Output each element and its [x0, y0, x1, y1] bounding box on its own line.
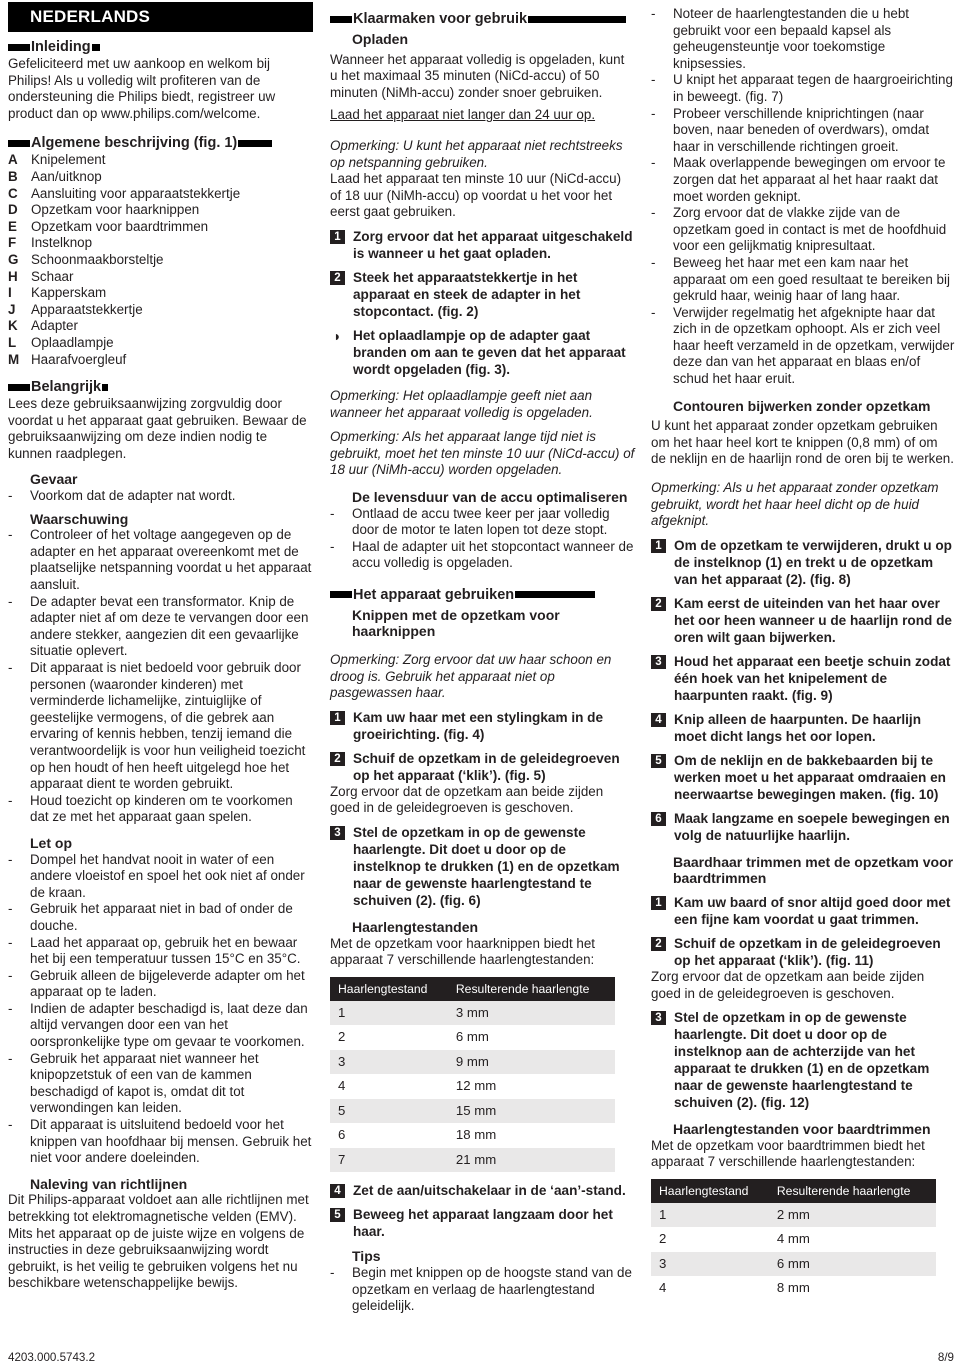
component-letter: E [8, 218, 17, 234]
beard-length-table [651, 1179, 936, 1301]
table-cell: 2 [651, 1227, 769, 1252]
table-header-cell: Haarlengtestand [330, 977, 448, 1001]
charging-text-2: Laad het apparaat ten minste 10 uur (NiCd-accu) of 18 uur (NiMh-accu) op voordat u het voor het eerst gaat gebruiken. [330, 171, 622, 220]
component-item [8, 252, 313, 269]
dash-bullet: - [8, 660, 13, 675]
dash-bullet: - [330, 505, 335, 521]
dash-bullet: - [8, 488, 13, 504]
component-label: Schoonmaakborsteltje [31, 251, 164, 267]
component-letter: M [8, 351, 20, 367]
component-item [8, 352, 313, 369]
component-label: Adapter [31, 318, 78, 334]
step-text: Beweeg het apparaat langzaam door het haar. [353, 1207, 613, 1240]
step-item [651, 935, 956, 969]
table-cell: 1 [651, 1203, 769, 1228]
list-item [8, 935, 313, 968]
component-item [8, 318, 313, 335]
list-item [651, 255, 956, 305]
list-item [8, 968, 313, 1001]
component-letter: B [8, 168, 18, 184]
beard-steps-2 [651, 1009, 956, 1111]
charging-note-2: Opmerking: Het oplaadlampje geeft niet aan wanneer het apparaat volledig is opgeladen. [330, 387, 593, 420]
list-item-text: Beweeg het haar met een kam naar het apparaat om een goed resultaat te bereiken bij gekruld haar, weinig haar of lang haar. [673, 254, 950, 304]
component-label: Aan/uitknop [31, 168, 102, 184]
step-text: Het oplaadlampje op de adapter gaat branden om aan te geven dat het apparaat wordt opgeladen (fig. 3). [353, 327, 626, 377]
dash-bullet: - [651, 254, 656, 270]
component-label: Opzetkam voor baardtrimmen [31, 218, 209, 234]
list-item-text: Probeer verschillende kniprichtingen (naar boven, naar beneden of overdwars), omdat haar in verschillende richtingen groeit. [673, 105, 930, 154]
table-cell: 4 [651, 1276, 769, 1301]
component-letter: L [8, 334, 17, 350]
contours-text: U kunt het apparaat zonder opzetkam gebruiken om het haar heel kort te knippen (0,8 mm) of om de neklijn en de haarlijn rond de oren bij te werken. [651, 418, 954, 467]
list-item [651, 72, 956, 105]
component-label: Aansluiting voor apparaatstekkertje [31, 185, 241, 201]
charging-warning: Laad het apparaat niet langer dan 24 uur op. [330, 107, 596, 123]
language-banner: NEDERLANDS [8, 2, 313, 32]
dash-bullet: - [330, 538, 335, 554]
step-item [330, 709, 635, 743]
step-number: 3 [651, 1011, 666, 1025]
dash-bullet: - [8, 1050, 13, 1066]
list-item-text: Dompel het handvat nooit in water of een andere vloeistof en spoel het ook niet af onder de kraan. [30, 851, 305, 900]
component-label: Apparaatstekkertje [31, 301, 143, 317]
heading-caution: Let op [30, 834, 72, 851]
component-label: Kapperskam [31, 285, 107, 301]
table-row [651, 1227, 936, 1252]
component-letter: G [8, 251, 19, 267]
list-item [330, 1265, 635, 1315]
table-cell: 4 mm [769, 1227, 936, 1252]
cutting-steps-3 [330, 1182, 635, 1240]
component-item [8, 285, 313, 302]
step-number: 3 [651, 655, 666, 669]
list-item [8, 594, 313, 660]
step-number: 4 [651, 713, 666, 727]
dash-bullet: - [8, 901, 13, 917]
component-item [8, 302, 313, 319]
heading-beard-lengths: Haarlengtestanden voor baardtrimmen [673, 1121, 931, 1138]
step-item [651, 537, 956, 588]
danger-list [8, 488, 313, 505]
table-cell: 3 mm [448, 1001, 615, 1026]
step-number: 2 [651, 597, 666, 611]
list-item [330, 539, 635, 572]
list-item-text: Controleer of het voltage aangegeven op de adapter en het apparaat overeenkomt met de plaatselijke netspanning voordat u het apparaat aansluit. [30, 527, 312, 593]
step-item [330, 824, 635, 909]
table-row [330, 1074, 615, 1099]
component-letter: D [8, 202, 18, 218]
step-text: Zorg ervoor dat het apparaat uitgeschakeld is wanneer u het gaat opladen. [353, 228, 633, 261]
charging-text: Wanneer het apparaat volledig is opgeladen, kunt u het maximaal 35 minuten (NiCd-accu) of 50 minuten (NiMh-accu) zonder snoer gebruiken. [330, 51, 625, 100]
component-item [8, 169, 313, 186]
heading-compliance: Naleving van richtlijnen [30, 1175, 188, 1192]
step-text: Kam uw baard of snor altijd goed door met een fijne kam voordat u gaat trimmen. [674, 895, 951, 927]
cutting-text: Zorg ervoor dat de opzetkam aan beide zijden goed in de geleidegroeven is geschoven. [330, 783, 604, 816]
cutting-note: Opmerking: Zorg ervoor dat uw haar schoon en droog is. Gebruik het apparaat niet op pasgewassen haar. [330, 652, 612, 701]
list-item [8, 793, 313, 826]
charging-steps [330, 228, 635, 378]
heading-contours: Contouren bijwerken zonder opzetkam [673, 397, 931, 414]
heading-charging: Opladen [352, 31, 409, 47]
table-row [651, 1203, 936, 1228]
table-row [651, 1276, 936, 1301]
dash-bullet: - [8, 527, 13, 543]
step-item [330, 1206, 635, 1240]
step-item [330, 327, 635, 378]
list-item [8, 1001, 313, 1051]
table-cell: 4 [330, 1074, 448, 1099]
step-text: Kam eerst de uiteinden van het haar over het oor heen wanneer u de haarlijn rond de oren wilt gaan bijwerken. [674, 595, 952, 645]
page-number: 8/9 [937, 1351, 954, 1364]
step-text: Kam uw haar met een stylingkam in de groeirichting. (fig. 4) [353, 709, 604, 742]
step-item [651, 894, 956, 928]
list-item-text: Voorkom dat de adapter nat wordt. [30, 488, 236, 504]
dash-bullet: - [651, 6, 656, 21]
table-row [330, 1148, 615, 1173]
table-header-cell: Resulterende haarlengte [769, 1179, 936, 1203]
component-label: Haarafvoergleuf [31, 351, 127, 367]
step-number: 4 [330, 1184, 345, 1198]
step-item [330, 228, 635, 262]
dash-bullet: - [8, 1117, 13, 1133]
dash-bullet: - [8, 1000, 13, 1016]
dash-bullet: - [651, 155, 656, 171]
table-cell: 7 [330, 1148, 448, 1173]
intro-text: Gefeliciteerd met uw aankoop en welkom bij Philips! Als u volledig wilt profiteren van de ondersteuning die Philips biedt, registreer uw product dan op www.philips.com/welcome. [8, 56, 276, 121]
step-number: 5 [330, 1208, 345, 1222]
table-cell: 2 [330, 1025, 448, 1050]
component-label: Opzetkam voor haarknippen [31, 202, 200, 218]
list-item [8, 527, 313, 593]
list-item [651, 305, 956, 388]
table-header-row [651, 1179, 936, 1203]
step-number: ◗ [333, 327, 342, 344]
list-item-text: Verwijder regelmatig het afgeknipte haar dat zich in de opzetkam ophoopt. Als er zich veel haar heeft verzameld in de opzetkam, verwijder deze dan van het apparaat en blaas en/of schud het haar eruit. [673, 304, 955, 387]
step-text: Knip alleen de haarpunten. De haarlijn moet dicht langs het oor lopen. [674, 711, 922, 744]
heading-cutting: Knippen met de opzetkam voor haarknippen [352, 606, 560, 640]
table-cell: 5 [330, 1099, 448, 1124]
dash-bullet: - [651, 105, 656, 121]
heading-warning: Waarschuwing [30, 510, 129, 527]
list-item-text: De adapter bevat een transformator. Knip de adapter niet af om deze te vervangen door een andere stekker, aangezien dit een gevaarlijke situatie oplevert. [30, 593, 309, 659]
contours-note: Opmerking: Als u het apparaat zonder opzetkam gebruikt, wordt het haar heel dicht op de huid afgeknipt. [651, 480, 939, 529]
step-number: 1 [651, 539, 666, 553]
component-letter: K [8, 318, 18, 334]
step-item [651, 1009, 956, 1111]
section-heading-description: Algemene beschrijving (fig. 1) [8, 134, 313, 152]
component-item [8, 335, 313, 352]
step-number: 2 [330, 271, 345, 285]
list-item [8, 901, 313, 934]
list-item [8, 1051, 313, 1117]
step-text: Schuif de opzetkam in de geleidegroeven op het apparaat (‘klik’). (fig. 5) [353, 750, 620, 783]
section-heading-use: Het apparaat gebruiken [330, 586, 635, 604]
component-letter: J [8, 301, 16, 317]
table-cell: 6 mm [769, 1252, 936, 1277]
step-text: Stel de opzetkam in op de gewenste haarlengte. Dit doet u door op de instelknop te drukken (1) en de opzetkam naar de gewenste haarlengtestand te schuiven (2). (fig. 6) [353, 825, 620, 909]
table-row [330, 1050, 615, 1075]
heading-hair-lengths: Haarlengtestanden [352, 919, 479, 936]
step-number: 3 [330, 826, 345, 840]
step-number: 5 [651, 754, 666, 768]
component-letter: A [8, 152, 18, 168]
step-item [651, 595, 956, 646]
heading-tips: Tips [352, 1248, 381, 1265]
list-item [651, 205, 956, 255]
document-code: 4203.000.5743.2 [8, 1351, 96, 1364]
list-item-text: U knipt het apparaat tegen de haargroeirichting in beweegt. (fig. 7) [673, 72, 953, 104]
step-text: Houd het apparaat een beetje schuin zodat één hoek van het knipelement de haarpunten raakt. (fig. 9) [674, 653, 951, 703]
step-number: 1 [330, 230, 345, 244]
table-cell: 6 mm [448, 1025, 615, 1050]
component-label: Oplaadlampje [31, 334, 114, 350]
table-cell: 2 mm [769, 1203, 936, 1228]
dash-bullet: - [8, 934, 13, 950]
table-row [330, 1025, 615, 1050]
table-header-cell: Resulterende haarlengte [448, 977, 615, 1001]
table-header-row [330, 977, 615, 1001]
step-item [651, 810, 956, 844]
dash-bullet: - [651, 72, 656, 88]
step-number: 2 [651, 937, 666, 951]
component-label: Instelknop [31, 235, 93, 251]
table-cell: 6 [330, 1123, 448, 1148]
component-item [8, 269, 313, 286]
component-letter: H [8, 268, 18, 284]
heading-beard: Baardhaar trimmen met de opzetkam voor baardtrimmen [673, 853, 954, 887]
list-item-text: Indien de adapter beschadigd is, laat deze dan altijd vervangen door een van het oorspronkelijke type om gevaar te voorkomen. [30, 1000, 308, 1050]
section-heading-intro: Inleiding [8, 38, 313, 56]
list-item [651, 106, 956, 156]
list-item [651, 6, 956, 72]
compliance-text: Dit Philips-apparaat voldoet aan alle richtlijnen met betrekking tot elektromagnetische velden (EMV). Mits het apparaat op de juiste wijze en volgens de instructies in deze gebruiksaanwijzing wordt gebruikt, is het veilig te gebruiken volgens het nu beschikbare wetenschappelijke bewijs. [8, 1192, 309, 1291]
section-heading-important: Belangrijk [8, 378, 313, 396]
warning-list [8, 527, 313, 826]
beard-text: Zorg ervoor dat de opzetkam aan beide zijden goed in de geleidegroeven is geschoven. [651, 969, 925, 1001]
step-number: 1 [651, 896, 666, 910]
step-number: 2 [330, 752, 345, 766]
table-row [651, 1252, 936, 1277]
step-text: Stel de opzetkam in op de gewenste haarlengte. Dit doet u door op de instelknop aan de achterzijde van het apparaat te drukken (1) en de opzetkam naar de gewenste haarlengtestand te schuiven (2). (fig. 12) [674, 1010, 930, 1111]
step-item [330, 1182, 635, 1199]
component-label: Knipelement [31, 152, 106, 168]
table-cell: 1 [330, 1001, 448, 1026]
table-cell: 21 mm [448, 1148, 615, 1173]
list-item [8, 852, 313, 902]
list-item-text: Gebruik het apparaat niet wanneer het knipopzetstuk of een van de kammen beschadigd of kapot is, omdat dit tot verwondingen kan leiden. [30, 1050, 259, 1116]
list-item-text: Dit apparaat is niet bedoeld voor gebruik door personen (waaronder kinderen) met verminderde lichamelijke, zintuiglijke of geestelijke vermogens, of die gebrek aan ervaring of kennis hebben, tenzij iemand die verantwoordelijk is voor hun veiligheid toezicht op hen houdt of hen heeft uitgelegd hoe het apparaat dient te worden gebruikt. [30, 660, 306, 792]
list-item [8, 488, 313, 505]
list-item-text: Haal de adapter uit het stopcontact wanneer de accu volledig is opgeladen. [352, 538, 634, 571]
important-text: Lees deze gebruiksaanwijzing zorgvuldig door voordat u het apparaat gaat gebruiken. Bewaar de gebruiksaanwijzing om deze indien nodig te kunnen raadplegen. [8, 396, 307, 461]
list-item-text: Gebruik alleen de bijgeleverde adapter om het apparaat op te laden. [30, 967, 305, 1000]
dash-bullet: - [8, 967, 13, 983]
heading-danger: Gevaar [30, 471, 78, 488]
step-text: Steek het apparaatstekkertje in het apparaat en steek de adapter in het stopcontact. (fig. 2) [353, 269, 581, 319]
step-item [330, 750, 635, 784]
table-cell: 3 [330, 1050, 448, 1075]
list-item [651, 155, 956, 205]
tips-list [330, 1265, 635, 1315]
dash-bullet: - [330, 1264, 335, 1280]
list-item [8, 660, 313, 793]
table-row [330, 1123, 615, 1148]
beard-steps-1 [651, 894, 956, 969]
dash-bullet: - [8, 593, 13, 609]
table-cell: 15 mm [448, 1099, 615, 1124]
component-list [8, 152, 313, 368]
contours-steps [651, 537, 956, 844]
cutting-steps-1 [330, 709, 635, 784]
hair-length-table [330, 977, 615, 1173]
column-2 [330, 0, 635, 1315]
step-text: Maak langzame en soepele bewegingen en volg de natuurlijke haarlijn. [674, 810, 950, 843]
table-row [330, 1001, 615, 1026]
component-item [8, 186, 313, 203]
heading-battery: De levensduur van de accu optimaliseren [352, 488, 628, 505]
column-1 [8, 0, 313, 1292]
table-cell: 3 [651, 1252, 769, 1277]
table-header-cell: Haarlengtestand [651, 1179, 769, 1203]
charging-note: Opmerking: U kunt het apparaat niet rechtstreeks op netspanning gebruiken. [330, 137, 623, 170]
list-item [8, 1117, 313, 1167]
list-item [330, 506, 635, 539]
beard-lengths-text: Met de opzetkam voor baardtrimmen biedt het apparaat 7 verschillende haarlengtestanden: [651, 1137, 925, 1170]
component-letter: I [8, 285, 12, 301]
list-item-text: Ontlaad de accu twee keer per jaar volledig door de motor te laten lopen tot deze stopt. [352, 505, 610, 538]
dash-bullet: - [8, 792, 13, 808]
section-heading-prepare: Klaarmaken voor gebruik [330, 10, 635, 28]
list-item-text: Dit apparaat is uitsluitend bedoeld voor het knippen van hoofdhaar bij mensen. Gebruik het niet voor andere doeleinden. [30, 1117, 312, 1166]
dash-bullet: - [651, 304, 656, 320]
component-item [8, 152, 313, 169]
dash-bullet: - [8, 851, 13, 867]
step-item [651, 752, 956, 803]
component-letter: C [8, 185, 18, 201]
step-number: 6 [651, 812, 666, 826]
dash-bullet: - [651, 205, 656, 221]
charging-note-3: Opmerking: Als het apparaat lange tijd niet is gebruikt, moet het ten minste 10 uur (NiCd-accu) of 18 uur (NiMh-accu) worden opgeladen. [330, 429, 635, 478]
hair-lengths-text: Met de opzetkam voor haarknippen biedt het apparaat 7 verschillende haarlengtestanden: [330, 935, 596, 968]
column-3 [651, 0, 956, 1301]
table-cell: 9 mm [448, 1050, 615, 1075]
step-text: Om de opzetkam te verwijderen, drukt u op de instelknop (1) en trekt u de opzetkam van het apparaat (2). (fig. 8) [674, 537, 952, 587]
component-label: Schaar [31, 268, 74, 284]
component-letter: F [8, 235, 17, 251]
list-item-text: Laad het apparaat op, gebruik het en bewaar het bij een temperatuur tussen 15°C en 35°C. [30, 934, 301, 967]
step-text: Om de neklijn en de bakkebaarden bij te werken moet u het apparaat omdraaien en neerwaartse bewegingen maken. (fig. 10) [674, 752, 946, 802]
list-item-text: Noteer de haarlengtestanden die u hebt gebruikt voor een bepaald kapsel als geheugensteuntje voor toekomstige knipsessies. [673, 6, 910, 71]
table-cell: 18 mm [448, 1123, 615, 1148]
table-cell: 8 mm [769, 1276, 936, 1301]
step-item [330, 269, 635, 320]
list-item-text: Houd toezicht op kinderen om te voorkomen dat ze met het apparaat gaan spelen. [30, 792, 293, 825]
table-cell: 12 mm [448, 1074, 615, 1099]
step-item [651, 653, 956, 704]
step-text: Zet de aan/uitschakelaar in de ‘aan’-stand. [353, 1183, 626, 1199]
step-number: 1 [330, 711, 345, 725]
tips-list-continued [651, 6, 956, 388]
list-item-text: Zorg ervoor dat de vlakke zijde van de opzetkam goed in contact is met de hoofdhuid voor een gelijkmatig knipresultaat. [673, 205, 947, 254]
component-item [8, 202, 313, 219]
cutting-steps-2 [330, 824, 635, 909]
list-item-text: Gebruik het apparaat niet in bad of onder de douche. [30, 901, 293, 933]
table-row [330, 1099, 615, 1124]
step-text: Schuif de opzetkam in de geleidegroeven op het apparaat (‘klik’). (fig. 11) [674, 936, 941, 968]
step-item [651, 711, 956, 745]
list-item-text: Maak overlappende bewegingen om ervoor te zorgen dat het apparaat al het haar raakt dat moet worden geknipt. [673, 155, 946, 204]
battery-list [330, 506, 635, 572]
component-item [8, 219, 313, 236]
caution-list [8, 852, 313, 1167]
component-item [8, 235, 313, 252]
list-item-text: Begin met knippen op de hoogste stand van de opzetkam en verlaag de haarlengtestand geleidelijk. [352, 1264, 632, 1314]
